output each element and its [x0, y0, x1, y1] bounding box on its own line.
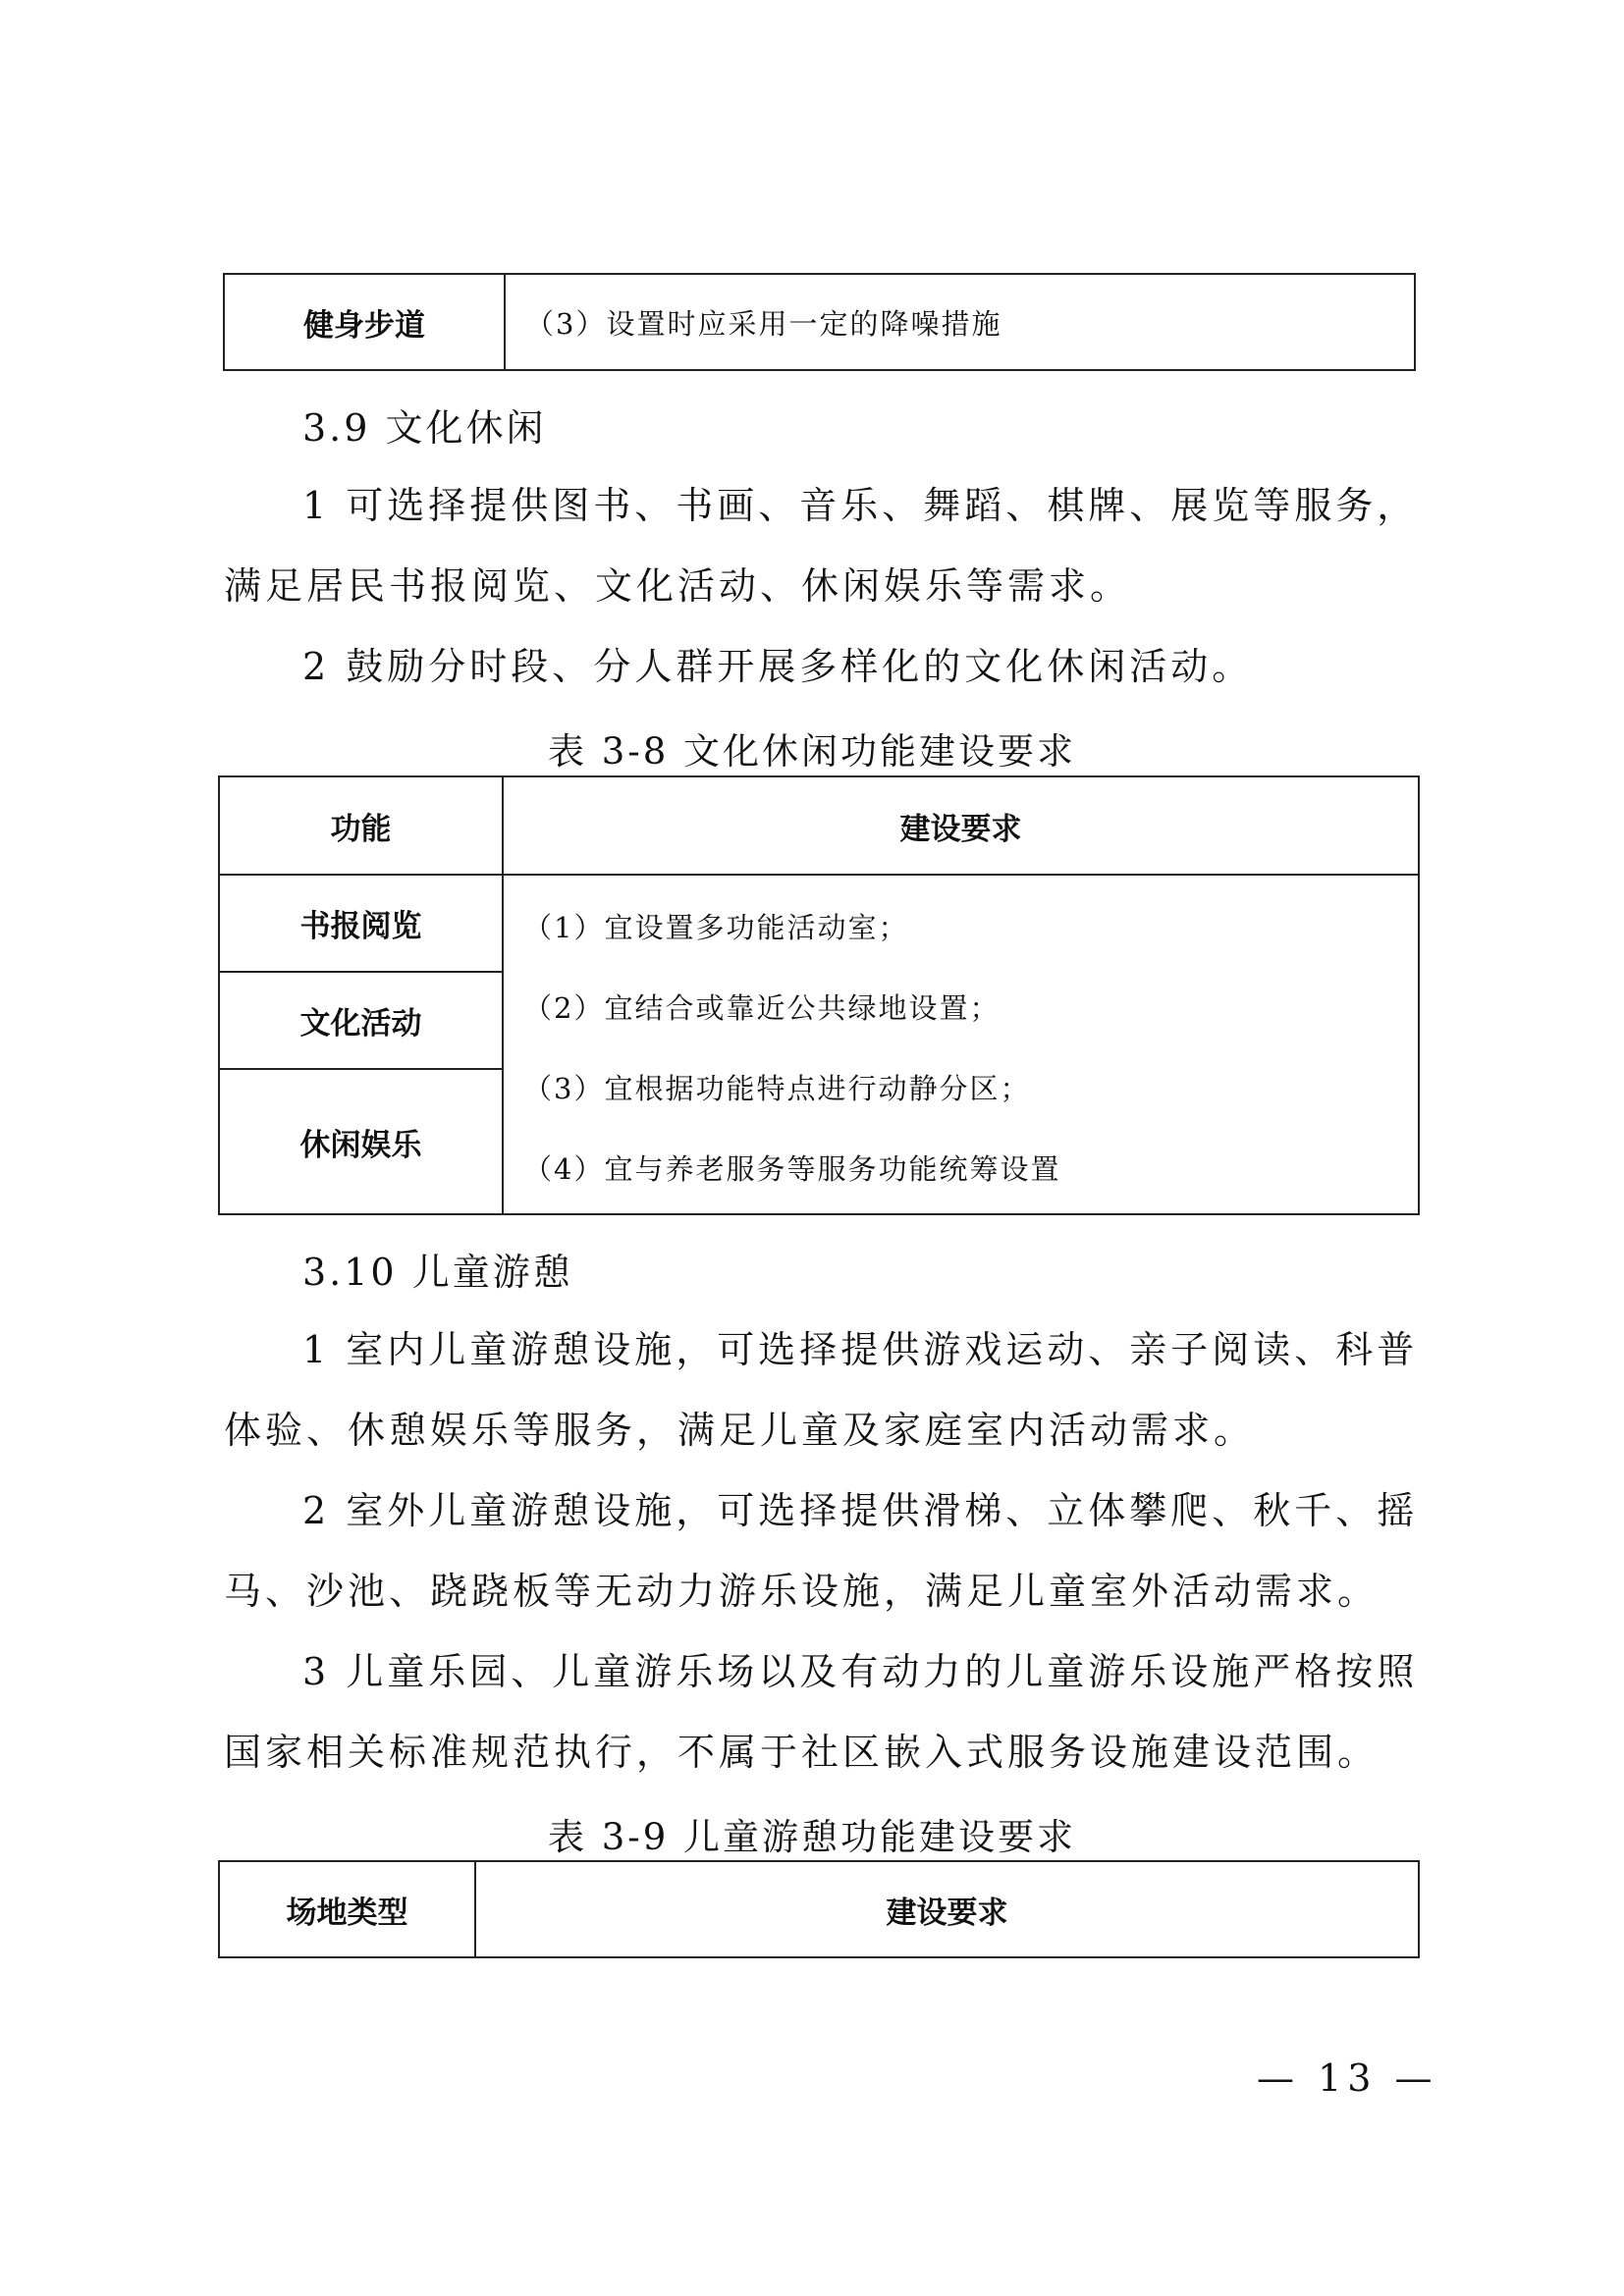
paragraph-line: 马、沙池、跷跷板等无动力游乐设施，满足儿童室外活动需求。 — [224, 1570, 1380, 1613]
page-number: — 13 — — [1257, 2056, 1438, 2100]
section-3-9-paragraph-1 — [302, 465, 1418, 546]
header-requirement: 建设要求 — [503, 776, 1419, 875]
requirement-item: （3）宜根据功能特点进行动静分区； — [523, 1072, 1031, 1105]
table-header-row — [219, 1861, 1419, 1957]
table-3-8-caption: 表 3-8 文化休闲功能建设要求 — [547, 730, 1077, 773]
paragraph-line: 1 可选择提供图书、书画、音乐、舞蹈、棋牌、展览等服务， — [302, 484, 1419, 527]
function-cell: 书报阅览 — [219, 875, 503, 972]
function-cell: 休闲娱乐 — [219, 1069, 503, 1214]
header-requirement: 建设要求 — [475, 1861, 1419, 1957]
paragraph-line: 2 鼓励分时段、分人群开展多样化的文化休闲活动。 — [302, 645, 1254, 688]
section-3-10-paragraph-3-cont — [224, 1712, 1379, 1792]
requirement-item: （2）宜结合或靠近公共绿地设置； — [523, 991, 1001, 1025]
section-3-10-paragraph-2-cont — [224, 1551, 1379, 1631]
fitness-trail-table — [223, 273, 1416, 371]
table-header-row — [219, 776, 1419, 875]
paragraph-line: 3 儿童乐园、儿童游乐场以及有动力的儿童游乐设施严格按照 — [302, 1650, 1419, 1693]
section-3-10-heading: 3.10 儿童游憩 — [302, 1251, 573, 1294]
section-3-9-paragraph-1-cont — [224, 546, 1131, 626]
section-3-9-paragraph-2 — [302, 626, 1253, 707]
requirement-item: （1）宜设置多功能活动室； — [523, 911, 909, 944]
table-3-8 — [218, 775, 1420, 1215]
section-3-10-paragraph-3 — [302, 1631, 1418, 1712]
section-3-10-paragraph-1-cont — [224, 1390, 1255, 1470]
paragraph-line: 体验、休憩娱乐等服务，满足儿童及家庭室内活动需求。 — [224, 1409, 1256, 1452]
table-3-9-caption: 表 3-9 儿童游憩功能建设要求 — [547, 1816, 1077, 1858]
header-function: 功能 — [219, 776, 503, 875]
section-3-9-heading: 3.9 文化休闲 — [302, 406, 547, 450]
table-3-9 — [218, 1860, 1420, 1958]
section-3-10-paragraph-1 — [302, 1309, 1418, 1390]
paragraph-line: 国家相关标准规范执行，不属于社区嵌入式服务设施建设范围。 — [224, 1731, 1380, 1774]
function-cell: 健身步道 — [224, 274, 505, 370]
table-row — [224, 274, 1415, 370]
requirements-cell — [503, 875, 1419, 1214]
paragraph-line: 2 室外儿童游憩设施，可选择提供滑梯、立体攀爬、秋千、摇 — [302, 1489, 1419, 1532]
table-row — [219, 875, 1419, 972]
function-cell: 文化活动 — [219, 972, 503, 1069]
paragraph-line: 满足居民书报阅览、文化活动、休闲娱乐等需求。 — [224, 564, 1132, 608]
paragraph-line: 1 室内儿童游憩设施，可选择提供游戏运动、亲子阅读、科普 — [302, 1328, 1419, 1371]
section-3-10-paragraph-2 — [302, 1470, 1418, 1551]
requirement-item: （4）宜与养老服务等服务功能统筹设置 — [523, 1152, 1061, 1186]
requirement-cell: （3）设置时应采用一定的降噪措施 — [505, 274, 1415, 370]
header-type: 场地类型 — [219, 1861, 475, 1957]
